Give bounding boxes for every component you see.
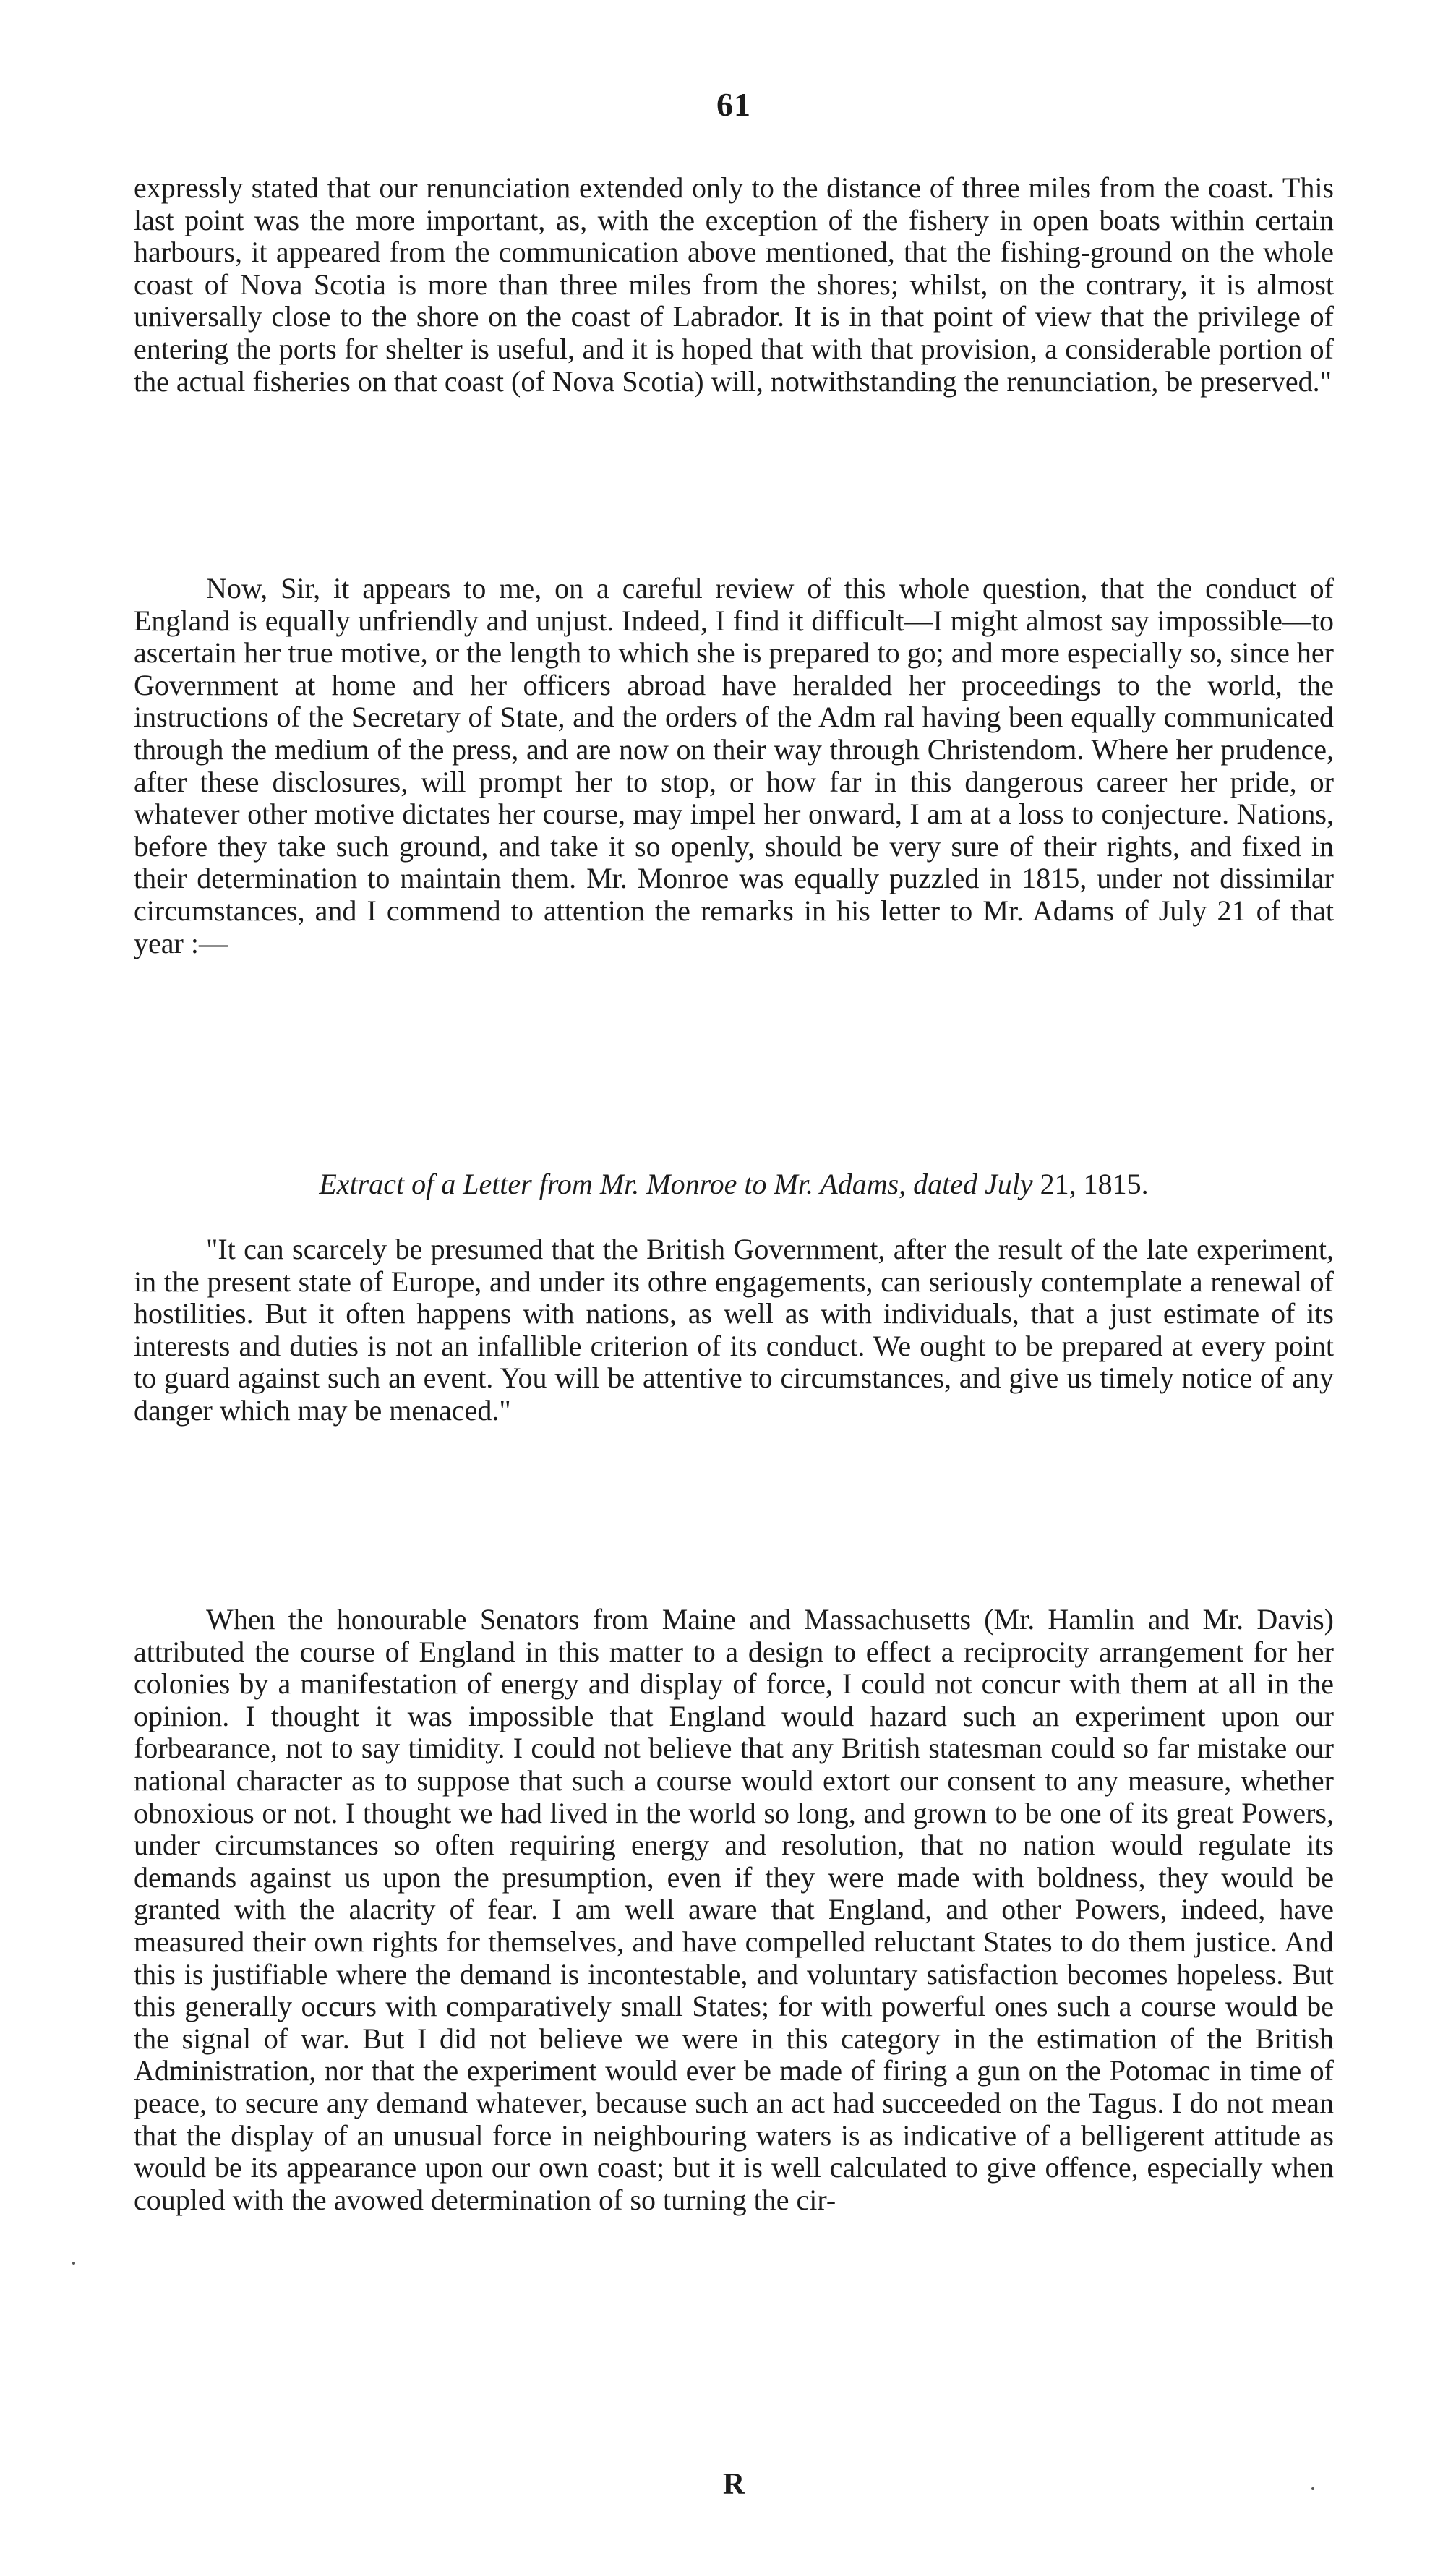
extract-heading-date: 21, 1815. (1040, 1168, 1149, 1200)
extract-heading-title: Extract of a Letter from Mr. Monroe to Mr. Adams, dated July (319, 1168, 1033, 1200)
quote-continuation-paragraph: expressly stated that our renunciation extended only to the distance of three miles from the coast. This last point was the more important, as, with the exception of the fishery in open boats within certain harbours, it appeared from the communication above mentioned, that the fishing-ground on the whole coast of Nova Scotia is more than three miles from the shores; whilst, on the contrary, it is almost universally close to the shore on the coast of Labrador. It is in that point of view that the privilege of entering the ports for shelter is useful, and it is hoped that with that provision, a considerable portion of the actual fisheries on that coast (of Nova Scotia) will, notwithstanding the renunciation, be preserved." (134, 171, 1334, 398)
margin-speck (1311, 2487, 1314, 2490)
body-paragraph-now-sir: Now, Sir, it appears to me, on a careful review of this whole question, that the conduct of England is equally unfriendly and unjust. Indeed, I find it difficult—I might almost say impossible—to ascertain her true motive, or the length to which she is prepared to go; and more especially so, since her Government at home and her officers abroad have heralded her proceedings to the world, the instructions of the Secretary of State, and the orders of the Adm ral having been equally communicated through the medium of the press, and are now on their way through Christendom. Where her prudence, after these disclosures, will prompt her to stop, or how far in this dangerous career her pride, or whatever other motive dictates her course, may impel her onward, I am at a loss to conjecture. Nations, before they take such ground, and take it so openly, should be very sure of their rights, and fixed in their determination to maintain them. Mr. Monroe was equally puzzled in 1815, under not dissimilar circumstances, and I commend to attention the remarks in his letter to Mr. Adams of July 21 of that year :— (134, 572, 1334, 959)
document-page (134, 0, 1334, 2561)
printer-signature-mark: R (722, 2468, 745, 2501)
extract-heading (134, 1168, 1334, 1201)
monroe-letter-quote: "It can scarcely be presumed that the British Government, after the result of the late experiment, in the present state of Europe, and under its othre engagements, can seriously contemplate a renewal of hostilities. But it often happens with nations, as well as with individuals, that a just estimate of its interests and duties is not an infallible criterion of its conduct. We ought to be prepared at every point to guard against such an event. You will be attentive to circumstances, and give us timely notice of any danger which may be menaced." (134, 1233, 1334, 1427)
margin-speck (72, 2262, 75, 2265)
body-paragraph-senators: When the honourable Senators from Maine and Massachusetts (Mr. Hamlin and Mr. Davis) attributed the course of England in this matter to a design to effect a reciprocity arrangement for her colonies by a manifestation of energy and display of force, I could not concur with them at all in the opinion. I thought it was impossible that England would hazard such an experiment upon our forbearance, not to say timidity. I could not believe that any British statesman could so far mistake our national character as to suppose that such a course would extort our consent to any measure, whether obnoxious or not. I thought we had lived in the world so long, and grown to be one of its great Powers, under circumstances so often requiring energy and resolution, that no nation would regulate its demands against us upon the presumption, even if they were made with boldness, they would be granted with the alacrity of fear. I am well aware that England, and other Powers, indeed, have measured their own rights for themselves, and have compelled reluctant States to do them justice. And this is justifiable where the demand is incontestable, and voluntary satisfaction becomes hopeless. But this generally occurs with comparatively small States; for with powerful ones such a course would be the signal of war. But I did not believe we were in this category in the estimation of the British Administration, nor that the experiment would ever be made of firing a gun on the Potomac in time of peace, to secure any demand whatever, because such an act had succeeded on the Tagus. I do not mean that the display of an unusual force in neighbouring waters is as indicative of a belligerent attitude as would be its appearance upon our own coast; but it is well calculated to give offence, especially when coupled with the avowed determination of so turning the cir- (134, 1603, 1334, 2216)
page-number: 61 (716, 86, 751, 123)
